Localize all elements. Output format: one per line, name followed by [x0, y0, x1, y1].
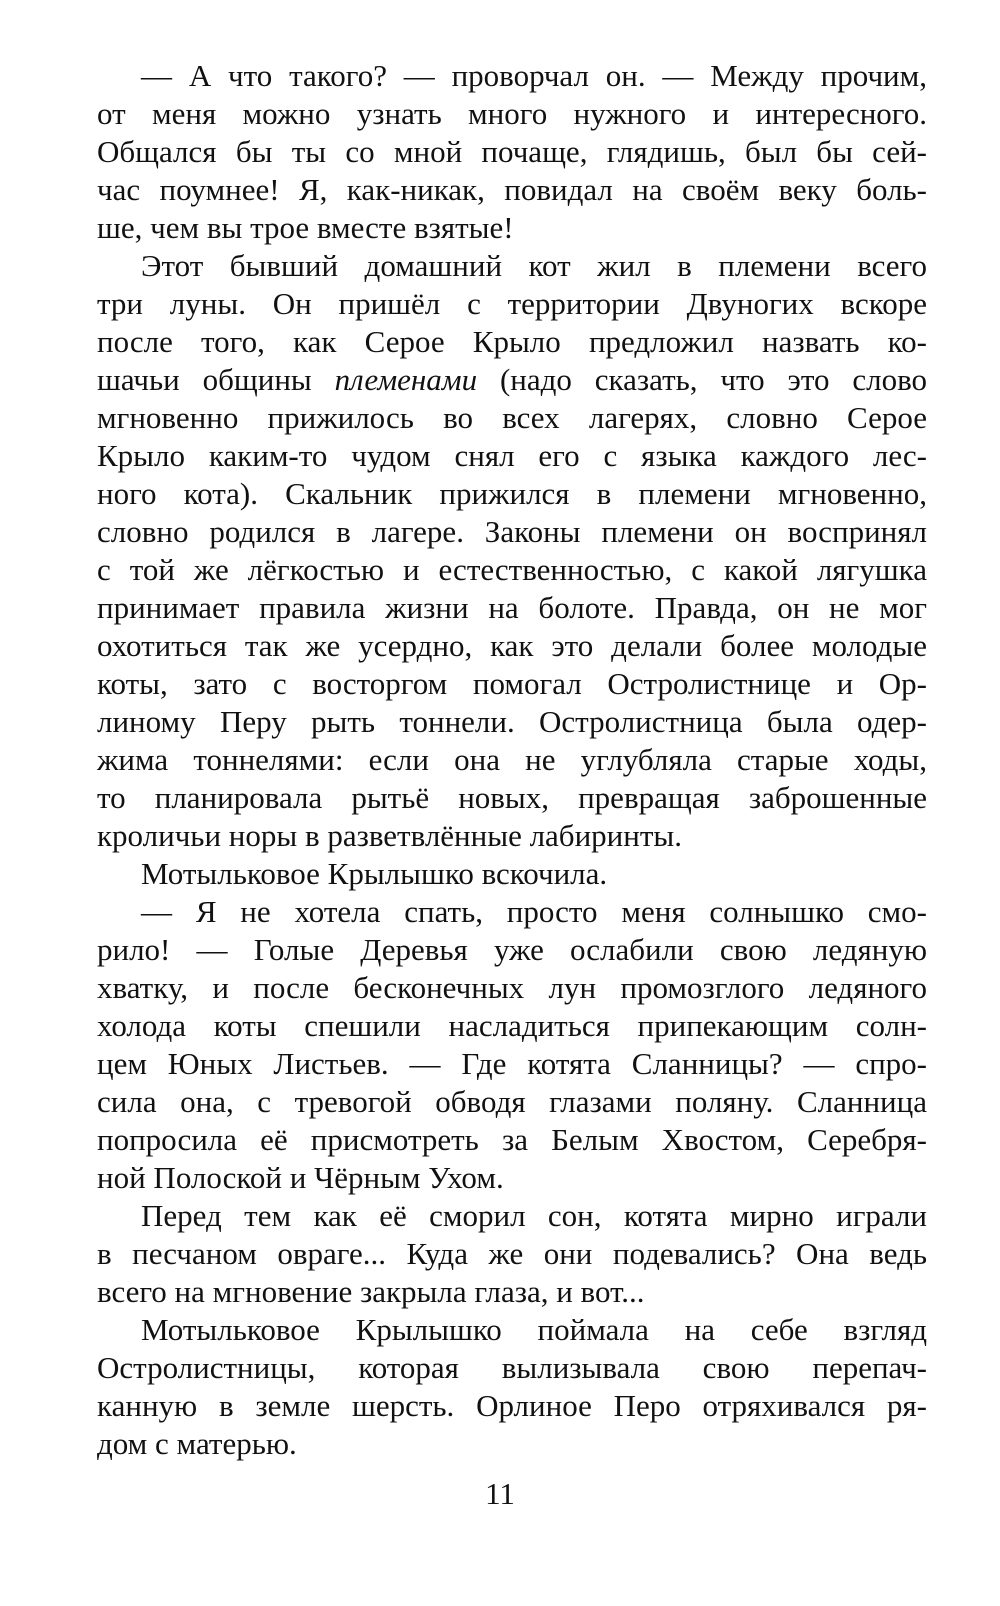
text-line: Этот бывший домашний кот жил в племени всего [141, 248, 927, 283]
text-line: всего на мгновение закрыла глаза, и вот... [97, 1274, 645, 1309]
text-line: принимает правила жизни на болоте. Правда, он не мог [97, 590, 927, 625]
text-line: — Я не хотела спать, просто меня солнышко смо- [141, 894, 927, 929]
text-line: ного кота). Скальник прижился в племени мгновенно, [97, 476, 927, 511]
text-line: Общался бы ты со мной почаще, глядишь, был бы сей- [97, 134, 927, 169]
text-line: холода коты спешили насладиться припекающим солн- [97, 1008, 927, 1043]
text-line: цем Юных Листьев. — Где котята Сланницы? — спро- [97, 1046, 927, 1081]
text-line: канную в земле шерсть. Орлиное Перо отряхивался ря- [97, 1388, 927, 1423]
text-line: с той же лёгкостью и естественностью, с какой лягушка [97, 552, 927, 587]
text-line: Остролистницы, которая вылизывала свою перепач- [97, 1350, 927, 1385]
text-line: час поумнее! Я, как-никак, повидал на своём веку боль- [97, 172, 927, 207]
page-number: 11 [485, 1476, 515, 1511]
text-line: рило! — Голые Деревья уже ослабили свою ледяную [97, 932, 927, 967]
text-line: попросила её присмотреть за Белым Хвостом, Серебря- [97, 1122, 927, 1157]
text-line: коты, зато с восторгом помогал Остролистнице и Ор- [97, 666, 927, 701]
text-line: сила она, с тревогой обводя глазами поляну. Сланница [97, 1084, 927, 1119]
text-line: хватку, и после бесконечных лун промозглого ледяного [97, 970, 927, 1005]
text-fragment: (надо сказать, что это слово [477, 362, 927, 397]
text-line: кроличьи норы в разветвлённые лабиринты. [97, 818, 682, 853]
text-line: то планировала рытьё новых, превращая заброшенные [97, 780, 927, 815]
text-line: в песчаном овраге... Куда же они подевались? Она ведь [97, 1236, 927, 1271]
text-line: жима тоннелями: если она не углубляла старые ходы, [97, 742, 927, 777]
text-fragment: шачьи общины [97, 362, 335, 397]
text-line: ной Полоской и Чёрным Ухом. [97, 1160, 504, 1195]
text-line: дом с матерью. [97, 1426, 297, 1461]
text-line: ше, чем вы трое вместе взятые! [97, 210, 514, 245]
text-line: Мотыльковое Крылышко поймала на себе взгляд [141, 1312, 927, 1347]
text-line: охотиться так же усердно, как это делали более молодые [97, 628, 927, 663]
text-line: — А что такого? — проворчал он. — Между прочим, [141, 58, 927, 93]
text-line: мгновенно прижилось во всех лагерях, словно Серое [97, 400, 927, 435]
text-line: после того, как Серое Крыло предложил назвать ко- [97, 324, 927, 359]
text-line: линому Перу рыть тоннели. Остролистница была одер- [97, 704, 927, 739]
text-line: три луны. Он пришёл с территории Двуногих вскоре [97, 286, 927, 321]
text-line: от меня можно узнать много нужного и интересного. [97, 96, 927, 131]
italic-word: племенами [334, 362, 478, 397]
text-line: Крыло каким-то чудом снял его с языка каждого лес- [97, 438, 927, 473]
text-line: Мотыльковое Крылышко вскочила. [141, 856, 608, 891]
text-line [97, 361, 927, 399]
text-line: словно родился в лагере. Законы племени он воспринял [97, 514, 927, 549]
text-line: Перед тем как её сморил сон, котята мирно играли [141, 1198, 927, 1233]
